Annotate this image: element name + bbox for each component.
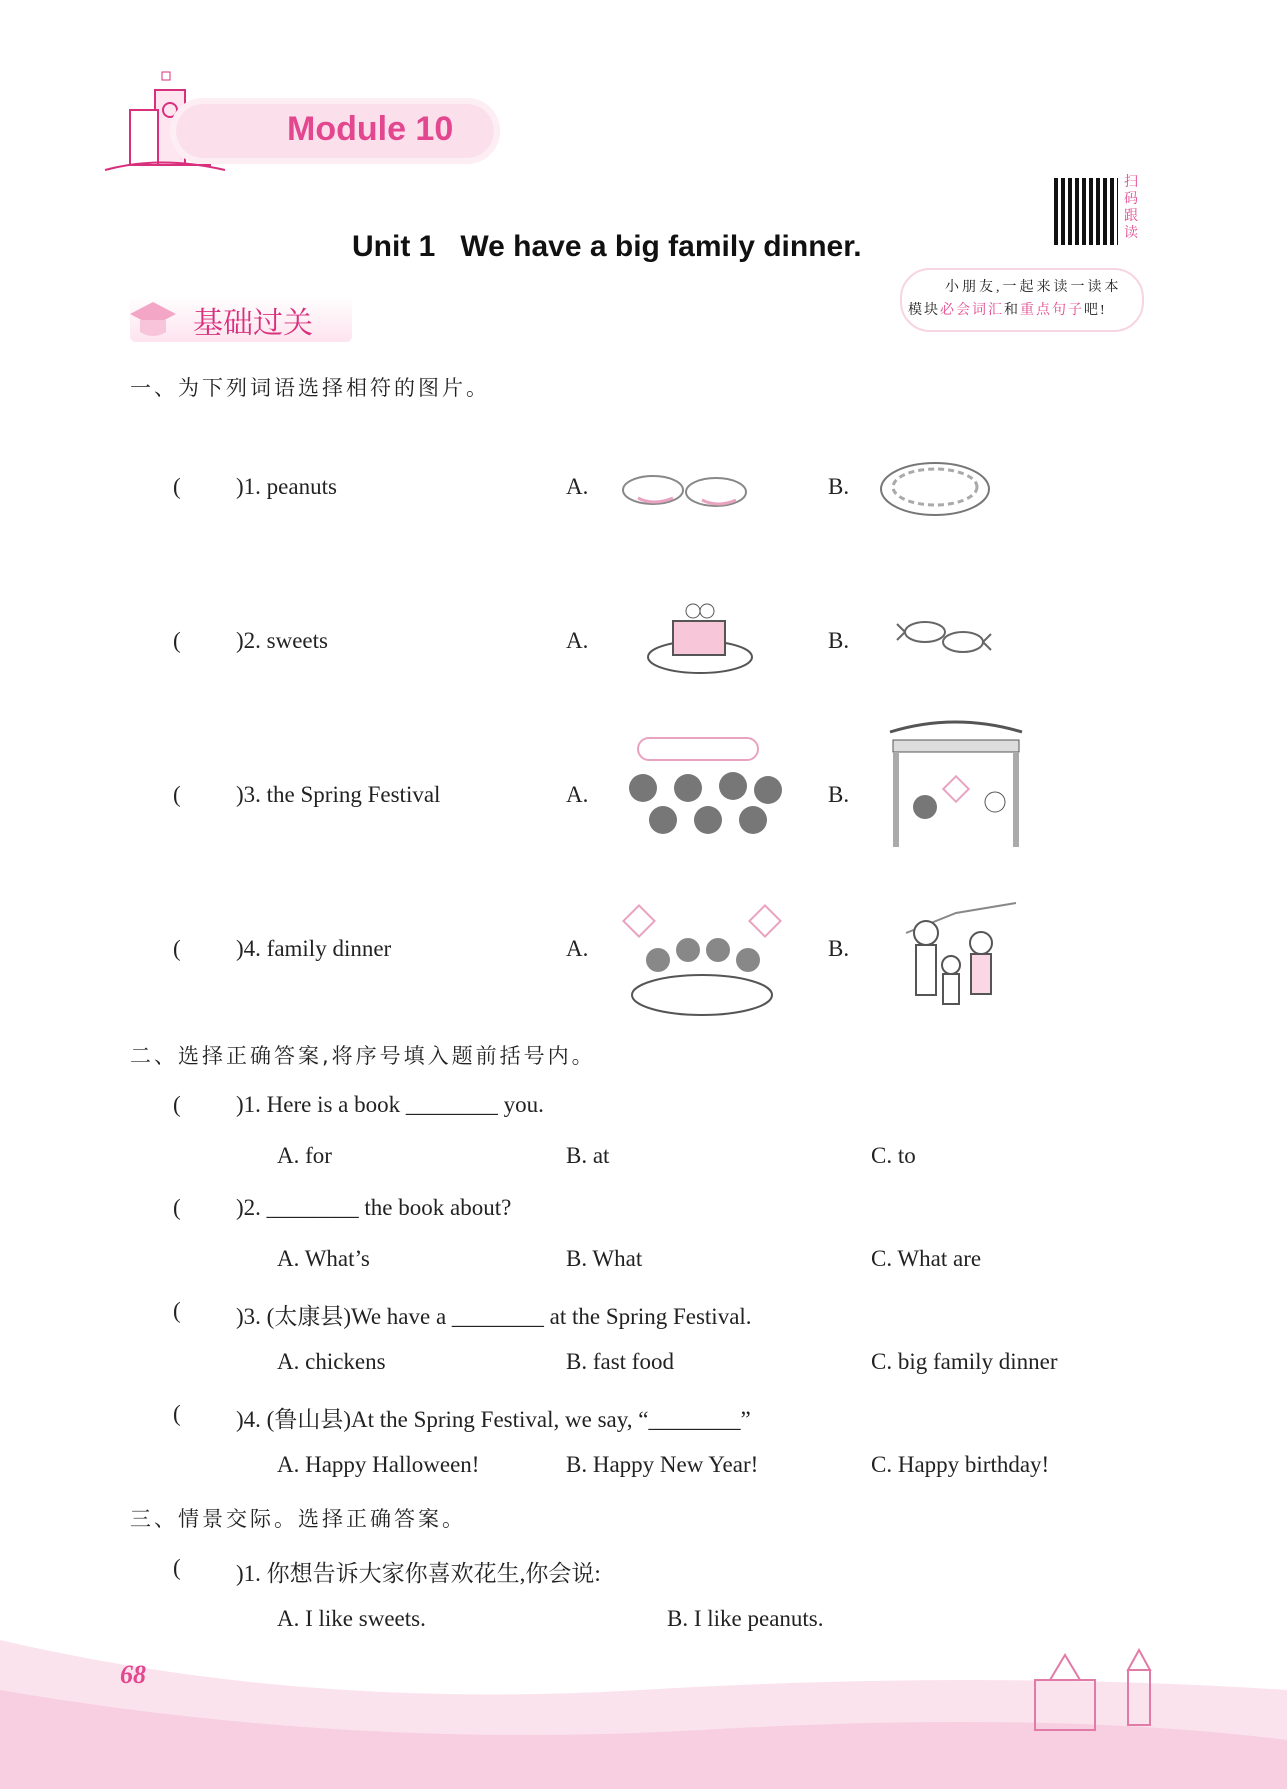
qr-code[interactable] (1054, 178, 1118, 245)
spring-festival-doorway-picture (885, 712, 1027, 852)
option-b: B. What (566, 1246, 643, 1271)
option-a-label: A. (566, 782, 589, 807)
section-2-title: 二、选择正确答案,将序号填入题前括号内。 (130, 1044, 596, 1068)
option-a-label: A. (566, 628, 589, 653)
answer-paren[interactable]: ( (173, 628, 181, 653)
section-3-title: 三、情景交际。选择正确答案。 (130, 1507, 466, 1531)
item-label: )2. sweets (236, 628, 328, 653)
tip-line-1: 小朋友,一起来读一读本 (945, 280, 1122, 295)
question-text: )2. ________ the book about? (236, 1195, 512, 1220)
peanuts-picture (618, 462, 753, 518)
question-text: )3. (太康县)We have a ________ at the Spring Festival. (236, 1304, 752, 1329)
answer-paren[interactable]: ( (173, 1092, 181, 1117)
question-text: )1. 你想告诉大家你喜欢花生,你会说: (236, 1561, 601, 1586)
unit-title: Unit 1 We have a big family dinner. (352, 230, 862, 263)
option-c: C. What are (871, 1246, 982, 1271)
national-day-children-picture (608, 728, 790, 846)
option-b-label: B. (828, 782, 850, 807)
section-badge: 基础过关 (193, 306, 313, 341)
tip-text: 吧! (1084, 303, 1107, 318)
answer-paren[interactable]: ( (173, 1555, 181, 1580)
option-b-label: B. (828, 474, 850, 499)
option-a: A. I like sweets. (277, 1606, 426, 1631)
item-label: )3. the Spring Festival (236, 782, 441, 807)
option-a: A. Happy Halloween! (277, 1452, 480, 1477)
cake-picture (645, 585, 755, 677)
option-a: A. chickens (277, 1349, 386, 1374)
answer-paren[interactable]: ( (173, 782, 181, 807)
option-b-label: B. (828, 936, 850, 961)
option-a-label: A. (566, 936, 589, 961)
answer-paren[interactable]: ( (173, 474, 181, 499)
family-outdoors-picture (886, 893, 1028, 1029)
answer-paren[interactable]: ( (173, 1401, 181, 1426)
question-text: )1. Here is a book ________ you. (236, 1092, 544, 1117)
plate-of-peanuts-picture (878, 458, 993, 520)
sweets-picture (895, 612, 995, 662)
option-a: A. for (277, 1143, 332, 1168)
answer-paren[interactable]: ( (173, 1195, 181, 1220)
item-label: )1. peanuts (236, 474, 337, 499)
option-b: B. fast food (566, 1349, 674, 1374)
tip-text: 和 (1004, 303, 1020, 318)
footer-wave-decoration (0, 1600, 1287, 1789)
option-b: B. Happy New Year! (566, 1452, 759, 1477)
tip-text: 模块 (908, 303, 940, 318)
option-b: B. I like peanuts. (667, 1606, 824, 1631)
question-text: )4. (鲁山县)At the Spring Festival, we say, “________” (236, 1407, 751, 1432)
page-number: 68 (120, 1660, 146, 1689)
option-c: C. to (871, 1143, 916, 1168)
qr-label: 扫码跟读 (1124, 174, 1138, 241)
option-b: B. at (566, 1143, 610, 1168)
tip-highlight-sentences: 重点句子 (1020, 303, 1084, 318)
item-label: )4. family dinner (236, 936, 392, 961)
answer-paren[interactable]: ( (173, 1298, 181, 1323)
option-b-label: B. (828, 628, 850, 653)
section-1-title: 一、为下列词语选择相符的图片。 (130, 376, 490, 400)
tip-line-2 (908, 299, 1107, 319)
graduation-cap-icon (128, 298, 178, 342)
family-dinner-picture (618, 900, 786, 1022)
module-title: Module 10 (287, 110, 454, 148)
option-a-label: A. (566, 474, 589, 499)
answer-paren[interactable]: ( (173, 936, 181, 961)
option-a: A. What’s (277, 1246, 370, 1271)
option-c: C. big family dinner (871, 1349, 1058, 1374)
option-c: C. Happy birthday! (871, 1452, 1050, 1477)
tip-highlight-words: 必会词汇 (940, 303, 1004, 318)
